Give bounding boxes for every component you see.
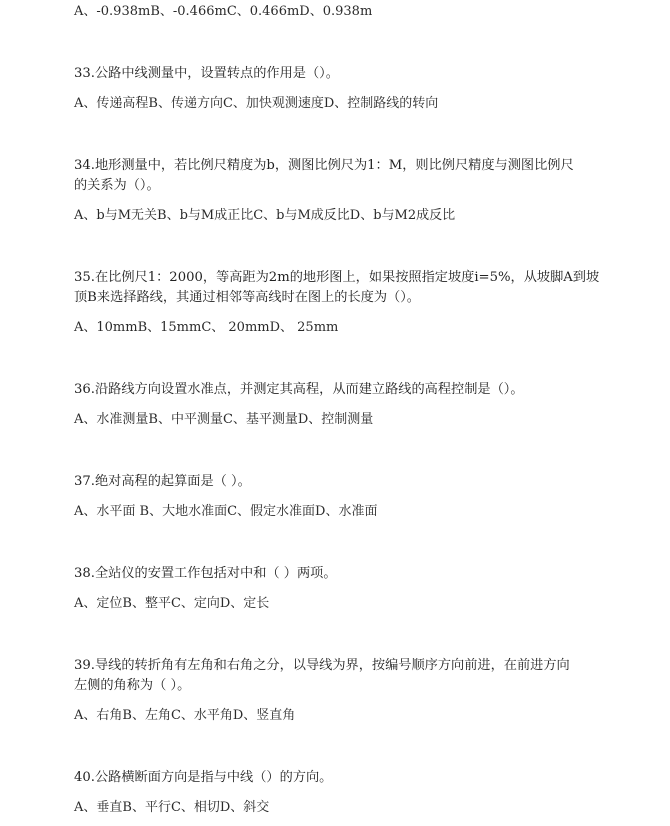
question-34-text: 34.地形测量中，若比例尺精度为b，测图比例尺为1：M，则比例尺精度与测图比例尺	[74, 158, 574, 173]
question-40-text: 40.公路横断面方向是指与中线（）的方向。	[74, 770, 333, 785]
question-32-options: A、-0.938mB、-0.466mC、0.466mD、0.938m	[74, 4, 373, 19]
question-39-options: A、右角B、左角C、水平角D、竖直角	[74, 708, 296, 723]
question-40-options: A、垂直B、平行C、相切D、斜交	[74, 800, 270, 815]
question-35-text: 35.在比例尺1：2000，等高距为2m的地形图上，如果按照指定坡度i=5%，从坡脚A到坡	[74, 270, 600, 285]
question-37-options: A、水平面 B、大地水准面C、假定水准面D、水准面	[74, 504, 378, 519]
question-38-text: 38.全站仪的安置工作包括对中和（ ）两项。	[74, 566, 337, 581]
question-35-text-cont: 顶B来选择路线，其通过相邻等高线时在图上的长度为（）。	[74, 290, 420, 305]
question-33-options: A、传递高程B、传递方向C、加快观测速度D、控制路线的转向	[74, 96, 439, 111]
question-34-text-cont: 的关系为（）。	[74, 178, 160, 193]
question-35-options: A、10mmB、15mmC、 20mmD、 25mm	[74, 320, 339, 335]
question-33-text: 33.公路中线测量中，设置转点的作用是（）。	[74, 66, 339, 81]
question-36-text: 36.沿路线方向设置水准点，并测定其高程，从而建立路线的高程控制是（）。	[74, 382, 524, 397]
question-37-text: 37.绝对高程的起算面是（ ）。	[74, 474, 251, 489]
question-36-options: A、水准测量B、中平测量C、基平测量D、控制测量	[74, 412, 374, 427]
question-34-options: A、b与M无关B、b与M成正比C、b与M成反比D、b与M2成反比	[74, 208, 456, 223]
question-39-text-cont: 左侧的角称为（ ）。	[74, 678, 191, 693]
question-38-options: A、定位B、整平C、定向D、定长	[74, 596, 270, 611]
question-39-text: 39.导线的转折角有左角和右角之分，以导线为界，按编号顺序方向前进，在前进方向	[74, 658, 570, 673]
